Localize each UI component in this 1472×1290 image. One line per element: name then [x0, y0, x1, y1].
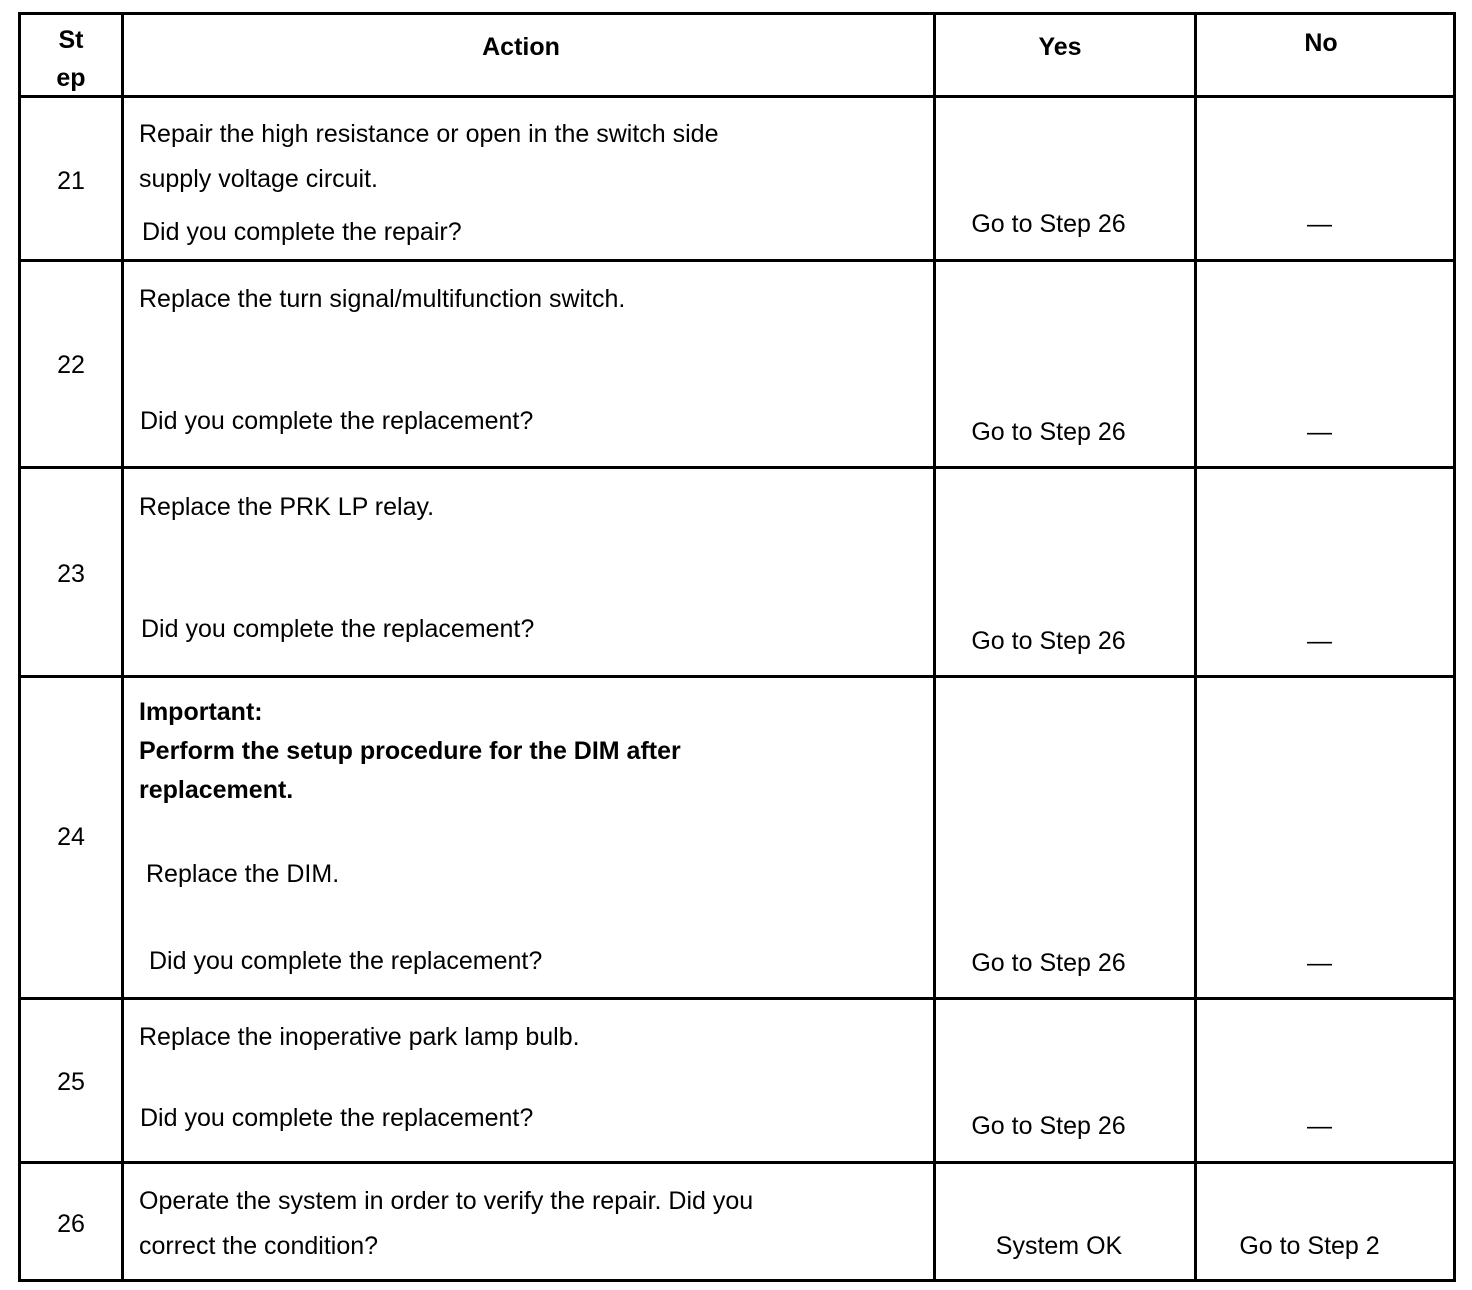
header-action: Action [482, 33, 560, 61]
action-text [139, 1179, 753, 1269]
important-note [139, 693, 681, 810]
question-text: Did you complete the replacement? [149, 947, 543, 975]
no-result: — [1307, 1112, 1332, 1140]
row-divider [21, 1161, 1453, 1164]
no-result: Go to Step 2 [1239, 1232, 1380, 1260]
header-yes: Yes [1038, 33, 1082, 61]
no-result: — [1307, 210, 1332, 238]
no-result: — [1307, 418, 1332, 446]
header-step-line2: ep [56, 64, 86, 92]
action-text: Replace the PRK LP relay. [139, 493, 435, 521]
action-text: Replace the turn signal/multifunction switch. [139, 285, 626, 313]
column-divider [121, 15, 124, 1279]
step-number: 23 [57, 560, 85, 588]
important-label: Important: [139, 698, 263, 726]
question-text: Did you complete the replacement? [140, 1104, 534, 1132]
no-result: — [1307, 627, 1332, 655]
yes-result: Go to Step 26 [971, 1112, 1126, 1140]
diagnostic-table [18, 12, 1456, 1282]
step-number: 26 [57, 1210, 85, 1238]
step-number: 25 [57, 1068, 85, 1096]
yes-result: System OK [995, 1232, 1123, 1260]
question-text: Did you complete the repair? [142, 218, 462, 246]
yes-result: Go to Step 26 [971, 418, 1126, 446]
question-text: Did you complete the replacement? [141, 615, 535, 643]
action-text: Replace the DIM. [146, 860, 340, 888]
action-line: Repair the high resistance or open in the switch side [139, 120, 719, 148]
important-line: Perform the setup procedure for the DIM after [139, 737, 681, 765]
important-line: replacement. [139, 776, 294, 804]
yes-result: Go to Step 26 [971, 627, 1126, 655]
action-text [139, 112, 719, 202]
row-divider [21, 997, 1453, 1000]
row-divider [21, 466, 1453, 469]
action-line: supply voltage circuit. [139, 165, 379, 193]
row-divider [21, 675, 1453, 678]
step-number: 24 [57, 823, 85, 851]
header-step [21, 21, 121, 97]
action-text: Replace the inoperative park lamp bulb. [139, 1023, 580, 1051]
action-line: correct the condition? [139, 1232, 379, 1260]
action-line: Operate the system in order to verify the repair. Did you [139, 1187, 754, 1215]
row-divider [21, 95, 1453, 98]
no-result: — [1307, 949, 1332, 977]
step-number: 21 [57, 167, 85, 195]
question-text: Did you complete the replacement? [140, 407, 534, 435]
yes-result: Go to Step 26 [971, 949, 1126, 977]
step-number: 22 [57, 351, 85, 379]
yes-result: Go to Step 26 [971, 210, 1126, 238]
header-step-line1: St [58, 26, 84, 54]
header-no: No [1304, 29, 1338, 57]
row-divider [21, 259, 1453, 262]
